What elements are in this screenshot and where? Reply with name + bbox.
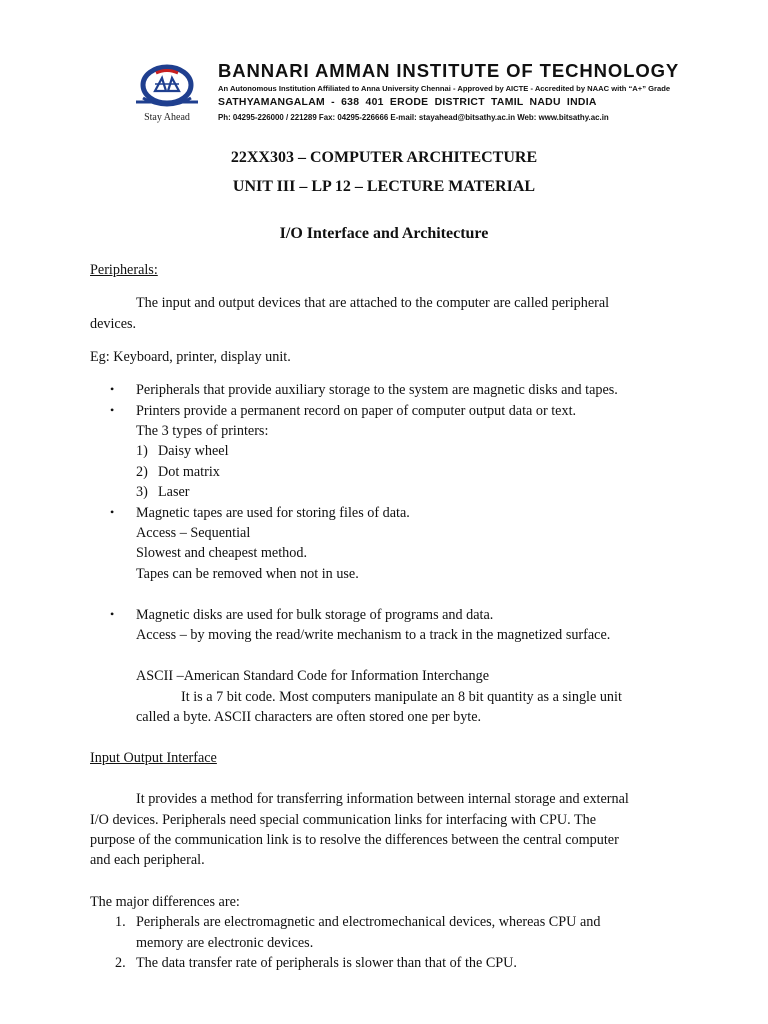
tapes-slowest: Slowest and cheapest method. [136, 545, 307, 561]
difference-item-line1: The data transfer rate of peripherals is slower than that of the CPU. [136, 955, 517, 971]
tapes-access: Access – Sequential [136, 525, 251, 541]
bullet-icon: • [110, 607, 115, 621]
io-para-line1: It provides a method for transferring information between internal storage and external [136, 791, 629, 807]
unit-title: UNIT III – LP 12 – LECTURE MATERIAL [232, 178, 536, 195]
bullet-auxiliary-storage: Peripherals that provide auxiliary storage to the system are magnetic disks and tapes. [136, 382, 618, 398]
bullet-magnetic-disks: Magnetic disks are used for bulk storage of programs and data. [136, 607, 494, 623]
ascii-line1: It is a 7 bit code. Most computers manipulate an 8 bit quantity as a single unit [181, 689, 622, 705]
differences-intro: The major differences are: [90, 894, 240, 910]
bullet-icon: • [110, 403, 115, 417]
ascii-title: ASCII –American Standard Code for Information Interchange [136, 668, 489, 684]
bullet-magnetic-tapes: Magnetic tapes are used for storing files of data. [136, 505, 410, 521]
peripherals-intro-line2: devices. [90, 316, 137, 332]
topic-title: I/O Interface and Architecture [279, 225, 489, 242]
io-para-line3: purpose of the communication link is to resolve the differences between the central computer [90, 832, 619, 848]
institute-name: BANNARI AMMAN INSTITUTE OF TECHNOLOGY [218, 60, 680, 81]
peripherals-intro-line1: The input and output devices that are attached to the computer are called peripheral [136, 295, 610, 311]
printer-type-label: Dot matrix [158, 464, 220, 480]
bullet-icon: • [110, 505, 115, 519]
printer-type-number: 1) [136, 443, 148, 459]
course-title: 22XX303 – COMPUTER ARCHITECTURE [230, 149, 538, 166]
disks-access: Access – by moving the read/write mechanism to a track in the magnetized surface. [136, 627, 611, 643]
difference-item-line1: Peripherals are electromagnetic and electromechanical devices, whereas CPU and [136, 914, 601, 930]
institution-header [126, 60, 692, 128]
ascii-line2: called a byte. ASCII characters are often stored one per byte. [136, 709, 482, 725]
io-interface-heading: Input Output Interface [90, 750, 217, 766]
difference-number: 1. [115, 914, 126, 930]
institute-contact: Ph: 04295-226000 / 221289 Fax: 04295-226666 E-mail: stayahead@bitsathy.ac.in Web: www.bitsathy.ac.in [218, 113, 609, 122]
io-para-line2: I/O devices. Peripherals need special communication links for interfacing with CPU. The [90, 812, 597, 828]
printer-types-intro: The 3 types of printers: [136, 423, 269, 439]
bullet-icon: • [110, 382, 115, 396]
io-para-line4: and each peripheral. [90, 852, 205, 868]
peripherals-heading: Peripherals: [90, 262, 158, 278]
printer-type-number: 3) [136, 484, 148, 500]
difference-item-line2: memory are electronic devices. [136, 935, 314, 951]
logo-tagline: Stay Ahead [144, 112, 190, 123]
bullet-printers: Printers provide a permanent record on paper of computer output data or text. [136, 403, 577, 419]
institute-affiliation: An Autonomous Institution Affiliated to Anna University Chennai - Approved by AICTE - Accredited by NAAC with “A+” Grade [218, 84, 671, 93]
institute-location: SATHYAMANGALAM - 638 401 ERODE DISTRICT TAMIL NADU INDIA [218, 97, 597, 108]
difference-number: 2. [115, 955, 126, 971]
tapes-removable: Tapes can be removed when not in use. [136, 566, 359, 582]
printer-type-label: Laser [158, 484, 190, 500]
printer-type-label: Daisy wheel [158, 443, 229, 459]
institution-logo [126, 62, 208, 126]
peripherals-example: Eg: Keyboard, printer, display unit. [90, 349, 291, 365]
printer-type-number: 2) [136, 464, 148, 480]
